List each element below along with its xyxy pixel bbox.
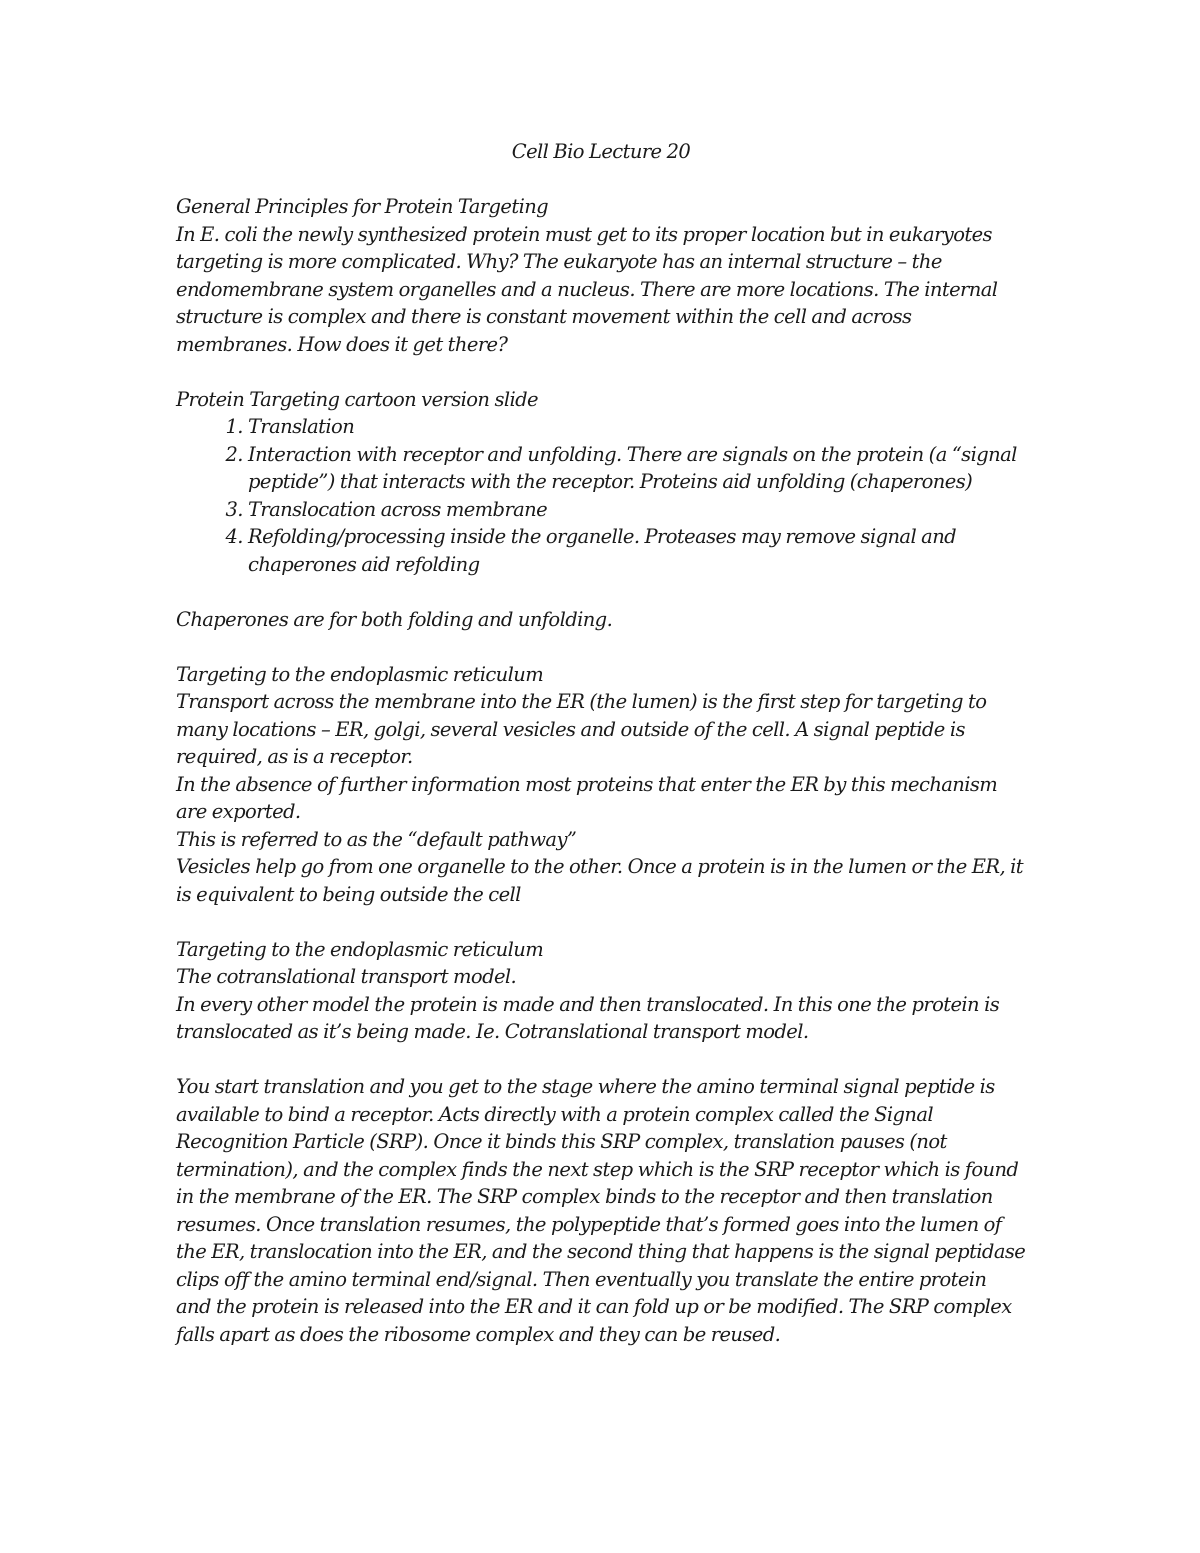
document-page — [176, 138, 1026, 1348]
paragraph-cotranslational-model: The cotranslational transport model. — [176, 965, 517, 988]
paragraph-vesicles: Vesicles help go from one organelle to the other. Once a protein is in the lumen or the ER, it is equivalent to being outside the cell — [176, 855, 1024, 906]
paragraph-srp-process: You start translation and you get to the stage where the amino terminal signal peptide is available to bind a receptor. Acts directly with a protein complex called the Signal Recognition Particle (SRP). Once it binds this SRP complex, translation pauses (not termination), and the complex finds the next step which is the SRP receptor which is found in the membrane of the ER. The SRP complex binds to the receptor and then translation resumes. Once translation resumes, the polypeptide that’s formed goes into the lumen of the ER, translocation into the ER, and the second thing that happens is the signal peptidase clips off the amino terminal end/signal. Then eventually you translate the entire protein and the protein is released into the ER and it can fold up or be modified. The SRP complex falls apart as does the ribosome complex and they can be reused. — [176, 1075, 1026, 1346]
section-heading-cartoon-slide: Protein Targeting cartoon version slide — [176, 387, 538, 411]
spacer — [176, 633, 1026, 661]
paragraph-general-principles: In E. coli the newly synthesized protein must get to its proper location but in eukaryotes targeting is more complicated. Why? The eukaryote has an internal structure – the endomembrane system organelles and a nucleus. There are more locations. The internal structure is complex and there is constant movement within the cell and across membranes. How does it get there? — [176, 222, 998, 356]
paragraph-cotranslational-explanation: In every other model the protein is made and then translocated. In this one the protein is translocated as it’s being made. Ie. Cotranslational transport model. — [176, 992, 1000, 1043]
numbered-list-steps — [176, 413, 1026, 578]
paragraph-er-exported: In the absence of further information most proteins that enter the ER by this mechanism are exported. — [176, 772, 998, 823]
section-heading-er-targeting-2: Targeting to the endoplasmic reticulum — [176, 937, 544, 961]
spacer — [176, 358, 1026, 386]
list-item: 3. Translocation across membrane — [248, 496, 1026, 524]
section-heading-general-principles: General Principles for Protein Targeting — [176, 195, 549, 218]
list-item: 1. Translation — [248, 413, 1026, 441]
chaperones-note: Chaperones are for both folding and unfolding. — [176, 607, 613, 631]
paragraph-er-transport: Transport across the membrane into the ER (the lumen) is the first step for targeting to many locations – ER, golgi, several vesicles and outside of the cell. A signal peptide is required, as is a receptor. — [176, 690, 987, 768]
spacer — [176, 908, 1026, 936]
page-title: Cell Bio Lecture 20 — [511, 140, 691, 163]
spacer — [176, 1046, 1026, 1074]
paragraph-default-pathway: This is referred to as the “default pathway” — [176, 827, 577, 851]
spacer — [176, 578, 1026, 606]
section-heading-er-targeting: Targeting to the endoplasmic reticulum — [176, 662, 544, 686]
list-item: 4. Refolding/processing inside the organelle. Proteases may remove signal and chaperones aid refolding — [248, 523, 1026, 578]
list-item: 2. Interaction with receptor and unfolding. There are signals on the protein (a “signal peptide”) that interacts with the receptor. Proteins aid unfolding (chaperones) — [248, 441, 1026, 496]
